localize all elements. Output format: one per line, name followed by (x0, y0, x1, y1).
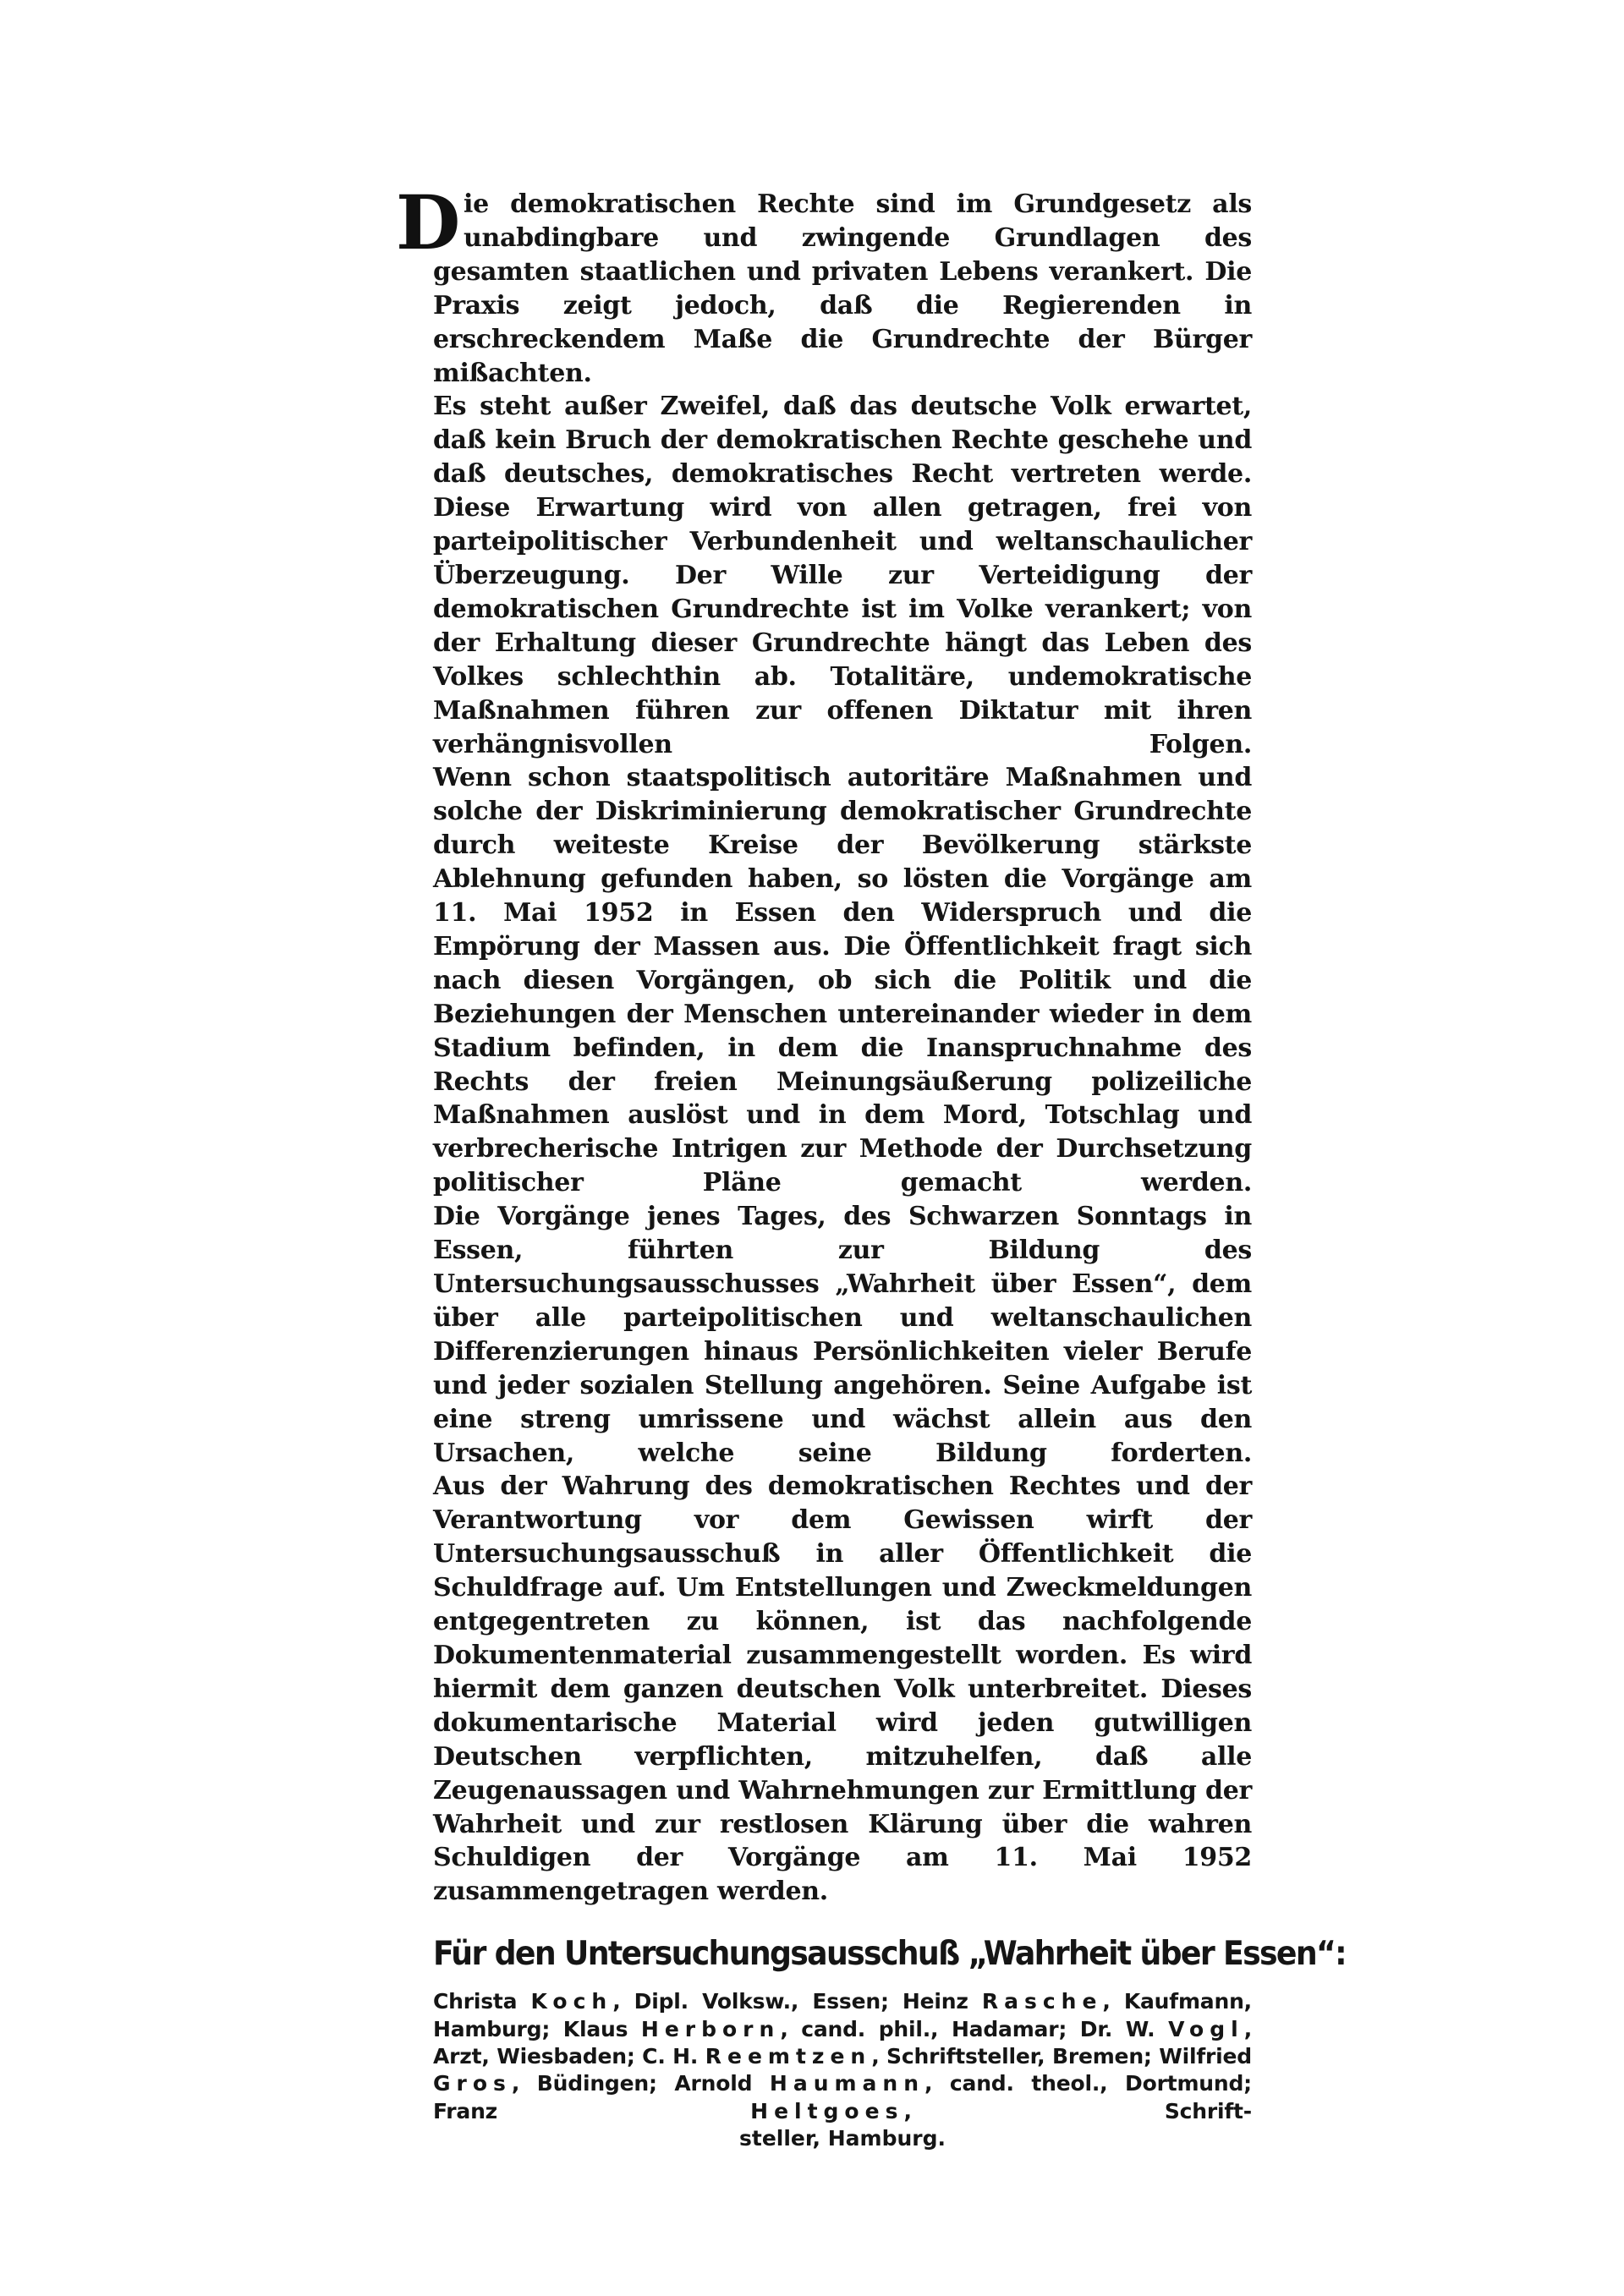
document-text-column (396, 178, 1346, 2153)
signatory: Heinz Rasche, Kaufmann, Hamburg; (433, 1989, 1252, 2041)
paragraph: Es steht außer Zweifel, daß das deutsche Volk erwartet, daß kein Bruch der demokratischen Rechte geschehe und daß deutsches, demokratisches Recht vertreten werde. Diese Erwartung wird von allen getragen, frei von parteipolitischer Verbundenheit und weltanschaulicher Überzeugung. Der Wille zur Verteidigung der demokratischen Grundrechte ist im Volke verankert; von der Erhaltung dieser Grundrechte hängt das Leben des Volkes schlechthin ab. Totalitäre, undemokratische Maßnahmen führen zur offenen Diktatur mit ihren verhängnisvollen Folgen. (433, 392, 1252, 759)
signatory: Arnold Haumann, cand. theol., Dortmund; (674, 2071, 1252, 2096)
opening-paragraph (396, 178, 1252, 390)
signatories-last-line: steller, Hamburg. (739, 2126, 946, 2151)
signatory-surname: Koch (530, 1989, 613, 2014)
signatory: C. H. Reemtzen, Schriftsteller, Bremen; (642, 2044, 1160, 2069)
signatory-surname: Haumann (769, 2071, 925, 2096)
paragraph: Aus der Wahrung des demokratischen Rechtes und der Verantwortung vor dem Gewissen wirft der Untersuchungsausschuß in aller Öffentlichkeit die Schuldfrage auf. Um Entstellungen und Zweckmeldungen entgegentreten zu können, ist das nachfolgende Dokumentenmaterial zusammengestellt worden. Es wird hiermit dem ganzen deutschen Volk unterbreitet. Dieses dokumentarische Material wird jeden gutwilligen Deutschen verpflichten, mitzuhelfen, daß alle Zeugenaussagen und Wahrnehmungen zur Ermittlung der Wahrheit und zur restlosen Klärung über die wahren Schuldigen der Vorgänge am 11. Mai 1952 zusammengetragen werden. (433, 1471, 1252, 1907)
paragraph: Die Vorgänge jenes Tages, des Schwarzen Sonntags in Essen, führten zur Bildung des Untersuchungsausschusses „Wahrheit über Essen“, dem über alle parteipolitischen und weltanschaulichen Differenzierungen hinaus Persönlichkeiten vieler Berufe und jeder sozialen Stellung angehören. Seine Aufgabe ist eine streng umrissene und wächst allein aus den Ursachen, welche seine Bildung forderten. (433, 1202, 1252, 1468)
signatory: Wilfried Gros, Büdingen; (433, 2044, 1253, 2096)
signatory: Klaus Herborn, cand. phil., Hadamar; (562, 2016, 1080, 2041)
signatory-surname: Vogl (1168, 2016, 1244, 2041)
drop-cap-letter: D (396, 178, 461, 266)
signatory-surname: Rasche (981, 1989, 1103, 2014)
paragraph: Wenn schon staatspolitisch autoritäre Maßnahmen und solche der Diskriminierung demokratischer Grundrechte durch weiteste Kreise der Bevölkerung stärkste Ablehnung gefunden haben, so lösten die Vorgänge am 11. Mai 1952 in Essen den Widerspruch und die Empörung der Massen aus. Die Öffentlichkeit fragt sich nach diesen Vorgängen, ob sich die Politik und die Beziehungen der Menschen untereinander wieder in dem Stadium befinden, in dem die Inanspruchnahme des Rechts der freien Meinungsäußerung polizeiliche Maßnahmen auslöst und in dem Mord, Totschlag und verbrecherische Intrigen zur Methode der Durchsetzung politischer Pläne gemacht werden. (433, 763, 1252, 1198)
signatory: Franz Heltgoes, Schrift- (433, 2098, 1252, 2123)
opening-paragraph-text: ie demokratischen Rechte sind im Grundgesetz als unabdingbare und zwingende Grundlagen des gesamten staatlichen und privaten Lebens verankert. Die Praxis zeigt jedoch, daß die Regierenden in erschreckendem Maße die Grundrechte der Bürger mißachten. (433, 189, 1252, 388)
signatory: Christa Koch, Dipl. Volksw., Essen; (433, 1989, 903, 2014)
signatory-surname: Gros (433, 2071, 512, 2096)
signature-heading: Für den Untersuchungsausschuß „Wahrheit über Essen“: (433, 1935, 1346, 1974)
signatory-surname: Reemtzen (705, 2044, 872, 2069)
signatory-surname: Heltgoes (750, 2098, 904, 2123)
signatory-surname: Herborn (640, 2016, 781, 2041)
signatories-list (433, 1988, 1252, 2125)
signatory: Dr. W. Vogl, Arzt, Wiesbaden; (433, 2016, 1252, 2069)
